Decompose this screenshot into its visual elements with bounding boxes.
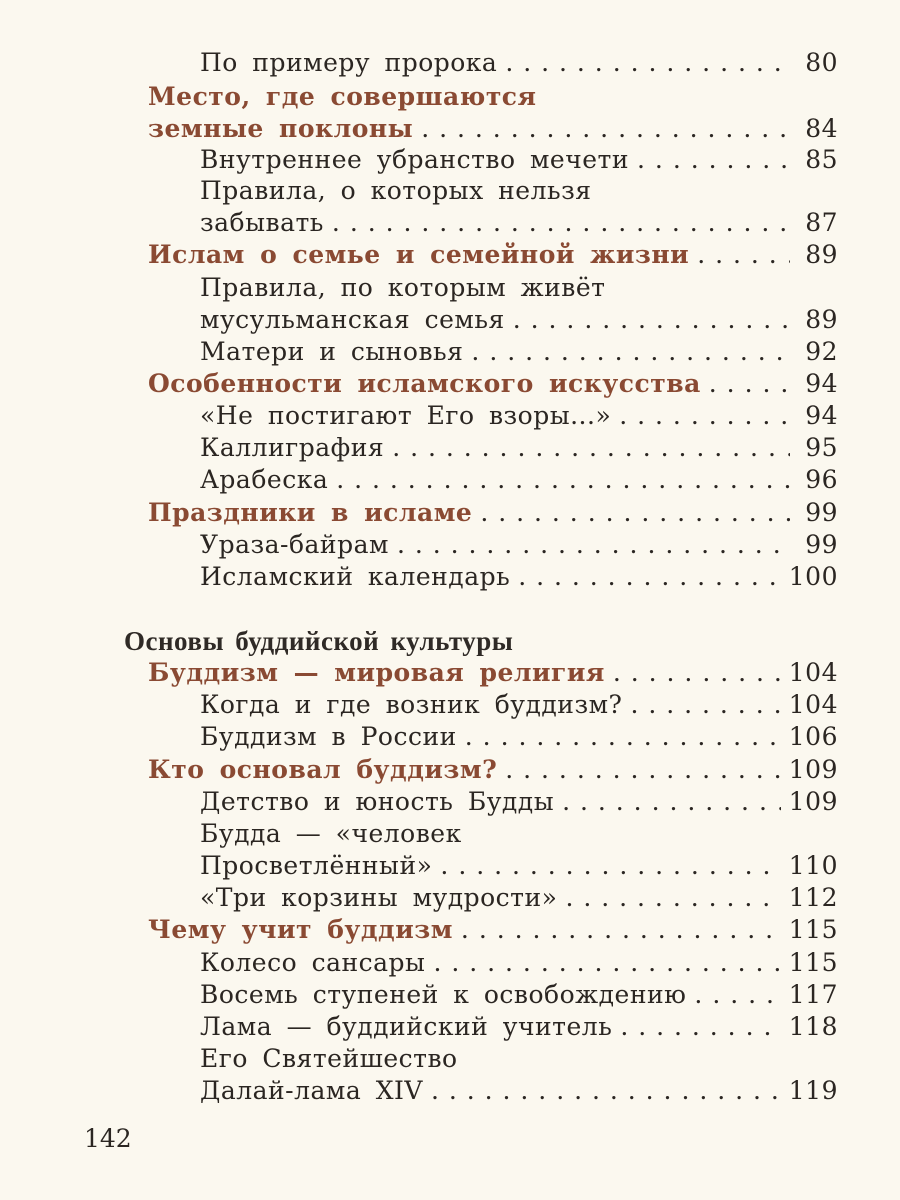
toc-entry-page: 110 bbox=[788, 851, 838, 880]
toc-entry-title: Буддизм — мировая религия bbox=[148, 658, 605, 687]
toc-entry bbox=[200, 399, 838, 433]
toc-entry-title: Детство и юность Будды bbox=[200, 787, 555, 816]
toc-leader-dots bbox=[518, 560, 781, 594]
toc-leader-dots bbox=[697, 238, 790, 272]
toc-entry-title: Арабеска bbox=[200, 465, 329, 494]
toc-entry-title: забывать bbox=[200, 208, 324, 237]
toc-entry-title: Кто основал буддизм? bbox=[148, 755, 498, 784]
toc-section-heading bbox=[148, 112, 838, 146]
toc-leader-dots bbox=[465, 720, 781, 754]
toc-entry-title: Место, где совершаются bbox=[148, 82, 537, 111]
toc-section-heading bbox=[148, 913, 838, 947]
toc-entry-title: мусульманская семья bbox=[200, 305, 505, 334]
toc-entry-title: Правила, о которых нельзя bbox=[200, 176, 592, 205]
toc-entry-title: Восемь ступеней к освобождению bbox=[200, 980, 687, 1009]
toc-entry bbox=[200, 817, 838, 851]
toc-entry-title: Внутреннее убранство мечети bbox=[200, 145, 630, 174]
toc-entry-title: Каллиграфия bbox=[200, 433, 385, 462]
toc-section-heading bbox=[148, 656, 838, 690]
toc-entry bbox=[200, 881, 838, 915]
toc-entry-title: «Три корзины мудрости» bbox=[200, 883, 558, 912]
toc-entry-title: Чему учит буддизм bbox=[148, 915, 453, 944]
toc-leader-dots bbox=[613, 656, 781, 690]
toc-entry-title: Лама — буддийский учитель bbox=[200, 1012, 613, 1041]
toc-entry bbox=[200, 46, 838, 80]
toc-entry-title: Колесо сансары bbox=[200, 948, 426, 977]
toc-entry-title: Просветлённый» bbox=[200, 851, 433, 880]
toc-entry-title: Ураза-байрам bbox=[200, 530, 389, 559]
toc-section-heading bbox=[148, 238, 838, 272]
toc-leader-dots bbox=[433, 946, 780, 980]
toc-leader-dots bbox=[505, 46, 790, 80]
toc-entry-page: 89 bbox=[805, 305, 838, 334]
toc-entry-page: 117 bbox=[788, 980, 838, 1009]
toc-entry bbox=[200, 720, 838, 754]
toc-entry bbox=[200, 1010, 838, 1044]
toc-entry-page: 100 bbox=[788, 562, 838, 591]
toc-entry-title: Исламский календарь bbox=[200, 562, 511, 591]
toc-entry-title: Матери и сыновья bbox=[200, 337, 464, 366]
toc-entry-title: «Не постигают Его взоры...» bbox=[200, 401, 612, 430]
toc-entry-page: 99 bbox=[805, 498, 838, 527]
toc-entry bbox=[200, 560, 838, 594]
toc-entry bbox=[200, 849, 838, 883]
toc-entry bbox=[200, 688, 838, 722]
toc-entry-title: Далай-лама XIV bbox=[200, 1076, 423, 1105]
toc-entry-title: Буддизм в России bbox=[200, 722, 457, 751]
toc-leader-dots bbox=[336, 463, 790, 497]
toc-leader-dots bbox=[461, 913, 781, 947]
toc-leader-dots bbox=[392, 431, 790, 465]
toc-entry-title: По примеру пророка bbox=[200, 48, 498, 77]
page-number: 142 bbox=[84, 1124, 132, 1153]
toc-part-heading bbox=[124, 624, 838, 658]
toc-entry-page: 92 bbox=[805, 337, 838, 366]
toc-entry-page: 106 bbox=[788, 722, 838, 751]
toc-entry bbox=[200, 303, 838, 337]
toc-entry-page: 89 bbox=[805, 240, 838, 269]
toc-entry-page: 84 bbox=[805, 114, 838, 143]
toc-leader-dots bbox=[505, 753, 781, 787]
toc-leader-dots bbox=[440, 849, 780, 883]
toc-leader-dots bbox=[565, 881, 780, 915]
toc-entry-title: Основы буддийской культуры bbox=[124, 626, 514, 656]
toc-entry-page: 94 bbox=[805, 369, 838, 398]
toc-leader-dots bbox=[562, 785, 781, 819]
toc-entry-page: 99 bbox=[805, 530, 838, 559]
toc-entry-page: 95 bbox=[805, 433, 838, 462]
toc-entry bbox=[200, 431, 838, 465]
toc-leader-dots bbox=[694, 978, 780, 1012]
toc-leader-dots bbox=[480, 496, 790, 530]
toc-leader-dots bbox=[431, 1074, 781, 1108]
toc-leader-dots bbox=[630, 688, 780, 722]
toc-entry-page: 94 bbox=[805, 401, 838, 430]
toc-entry-page: 96 bbox=[805, 465, 838, 494]
toc-section-heading bbox=[148, 80, 838, 114]
toc-leader-dots bbox=[421, 112, 790, 146]
toc-entry-page: 109 bbox=[788, 787, 838, 816]
toc-section-heading bbox=[148, 367, 838, 401]
toc-entry-page: 112 bbox=[788, 883, 838, 912]
toc-entry-page: 115 bbox=[788, 915, 838, 944]
toc-entry-page: 87 bbox=[805, 208, 838, 237]
toc-leader-dots bbox=[709, 367, 790, 401]
toc-entry-page: 118 bbox=[788, 1012, 838, 1041]
toc-entry bbox=[200, 174, 838, 208]
toc-entry bbox=[200, 1042, 838, 1076]
toc-entry-page: 85 bbox=[805, 145, 838, 174]
toc-entry bbox=[200, 206, 838, 240]
toc-entry bbox=[200, 463, 838, 497]
toc-entry-page: 119 bbox=[788, 1076, 838, 1105]
toc-entry-page: 109 bbox=[788, 755, 838, 784]
toc-entry-title: Ислам о семье и семейной жизни bbox=[148, 240, 690, 269]
toc-leader-dots bbox=[471, 335, 790, 369]
toc-section-heading bbox=[148, 753, 838, 787]
toc-leader-dots bbox=[397, 528, 790, 562]
toc-leader-dots bbox=[620, 1010, 780, 1044]
toc-entry-page: 104 bbox=[788, 658, 838, 687]
toc-entry-title: Праздники в исламе bbox=[148, 498, 473, 527]
toc-entry bbox=[200, 335, 838, 369]
toc-entry bbox=[200, 271, 838, 305]
toc-entry bbox=[200, 946, 838, 980]
toc-section-heading bbox=[148, 496, 838, 530]
toc-entry bbox=[200, 1074, 838, 1108]
toc-entry-title: Когда и где возник буддизм? bbox=[200, 690, 623, 719]
toc-entry bbox=[200, 528, 838, 562]
toc-entry-title: Особенности исламского искусства bbox=[148, 369, 701, 398]
toc-entry bbox=[200, 143, 838, 177]
toc-leader-dots bbox=[619, 399, 790, 433]
toc-entry-title: Будда — «человек bbox=[200, 819, 462, 848]
toc-leader-dots bbox=[637, 143, 790, 177]
toc-entry-title: земные поклоны bbox=[148, 114, 414, 143]
toc-entry-title: Его Святейшество bbox=[200, 1044, 458, 1073]
toc-entry bbox=[200, 978, 838, 1012]
toc-entry-page: 115 bbox=[788, 948, 838, 977]
toc-entry-title: Правила, по которым живёт bbox=[200, 273, 606, 302]
toc-leader-dots bbox=[513, 303, 790, 337]
toc-entry-page: 80 bbox=[805, 48, 838, 77]
toc-leader-dots bbox=[332, 206, 790, 240]
toc-entry-page: 104 bbox=[788, 690, 838, 719]
toc-entry bbox=[200, 785, 838, 819]
